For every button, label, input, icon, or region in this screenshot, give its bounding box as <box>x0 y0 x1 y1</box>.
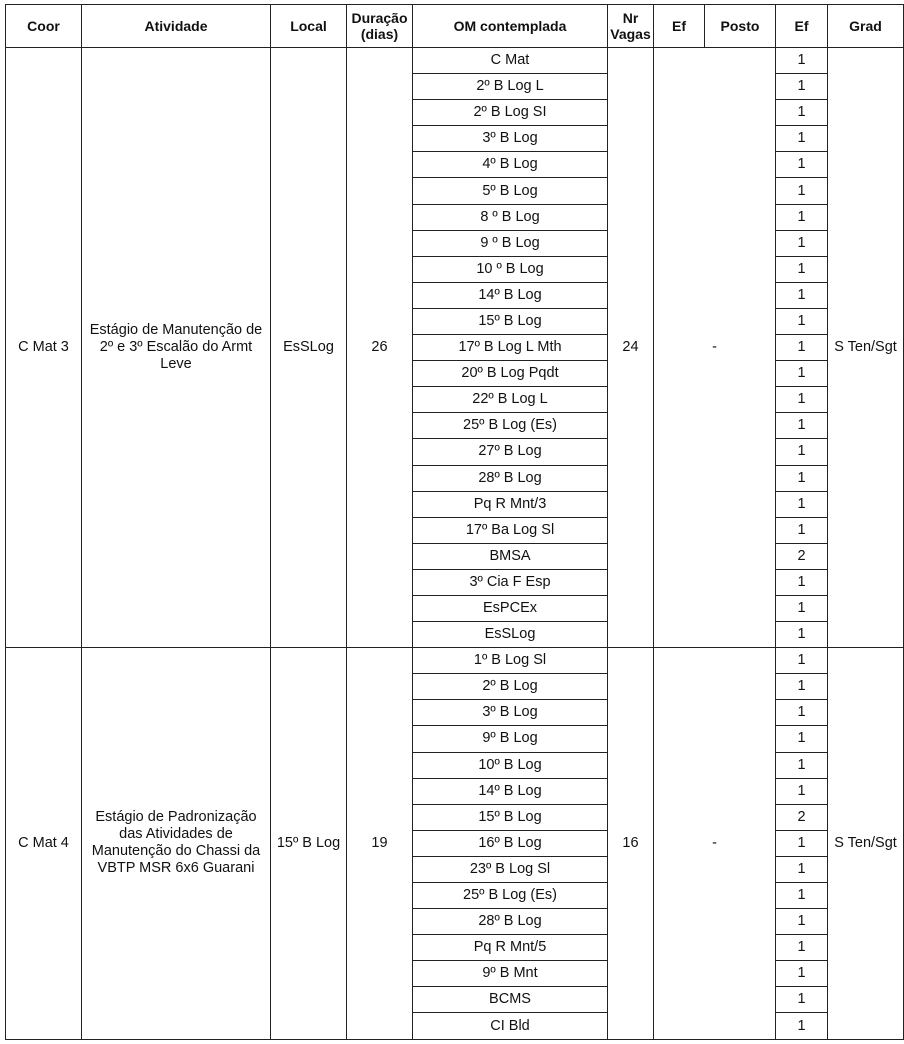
om-cell: 28º B Log <box>413 465 608 491</box>
header-local: Local <box>271 5 347 48</box>
table-body <box>6 48 904 1040</box>
ef-nco-cell: 1 <box>776 856 828 882</box>
coor-cell: C Mat 3 <box>6 48 82 648</box>
om-cell: Pq R Mnt/3 <box>413 491 608 517</box>
om-cell: 16º B Log <box>413 830 608 856</box>
table-row <box>6 48 904 74</box>
om-cell: Pq R Mnt/5 <box>413 935 608 961</box>
om-cell: 2º B Log <box>413 674 608 700</box>
om-cell: 17º B Log L Mth <box>413 335 608 361</box>
ef-nco-cell: 1 <box>776 622 828 648</box>
header-om: OM contemplada <box>413 5 608 48</box>
om-cell: 15º B Log <box>413 804 608 830</box>
ef-nco-cell: 1 <box>776 439 828 465</box>
om-cell: 14º B Log <box>413 778 608 804</box>
posto-cell: - <box>654 648 776 1039</box>
duracao-cell: 26 <box>347 48 413 648</box>
om-cell: 10º B Log <box>413 752 608 778</box>
ef-nco-cell: 1 <box>776 935 828 961</box>
ef-nco-cell: 2 <box>776 804 828 830</box>
ef-nco-cell: 1 <box>776 48 828 74</box>
header-nr-vagas: Nr Vagas <box>608 5 654 48</box>
om-cell: 3º B Log <box>413 700 608 726</box>
posto-cell: - <box>654 48 776 648</box>
duracao-cell: 19 <box>347 648 413 1039</box>
om-cell: 9º B Log <box>413 726 608 752</box>
om-cell: 4º B Log <box>413 152 608 178</box>
om-cell: 15º B Log <box>413 308 608 334</box>
header-ef-nco: Ef <box>776 5 828 48</box>
ef-nco-cell: 1 <box>776 100 828 126</box>
om-cell: 8 º B Log <box>413 204 608 230</box>
header-coor: Coor <box>6 5 82 48</box>
ef-nco-cell: 1 <box>776 883 828 909</box>
om-cell: C Mat <box>413 48 608 74</box>
ef-nco-cell: 1 <box>776 361 828 387</box>
ef-nco-cell: 1 <box>776 387 828 413</box>
om-cell: BCMS <box>413 987 608 1013</box>
ef-nco-cell: 1 <box>776 726 828 752</box>
ef-nco-cell: 1 <box>776 595 828 621</box>
ef-nco-cell: 1 <box>776 230 828 256</box>
ef-nco-cell: 1 <box>776 778 828 804</box>
ef-nco-cell: 1 <box>776 1013 828 1039</box>
om-cell: 1º B Log Sl <box>413 648 608 674</box>
header-duracao: Duração (dias) <box>347 5 413 48</box>
header-posto: Posto <box>705 5 776 48</box>
ef-nco-cell: 1 <box>776 74 828 100</box>
ef-nco-cell: 1 <box>776 648 828 674</box>
coor-cell: C Mat 4 <box>6 648 82 1039</box>
local-cell: EsSLog <box>271 48 347 648</box>
header-ef-officer: Ef <box>654 5 705 48</box>
ef-nco-cell: 1 <box>776 308 828 334</box>
om-cell: 9º B Mnt <box>413 961 608 987</box>
ef-nco-cell: 1 <box>776 752 828 778</box>
ef-nco-cell: 1 <box>776 909 828 935</box>
header-atividade: Atividade <box>82 5 271 48</box>
om-cell: 17º Ba Log Sl <box>413 517 608 543</box>
nr-vagas-cell: 16 <box>608 648 654 1039</box>
ef-nco-cell: 1 <box>776 491 828 517</box>
om-cell: EsPCEx <box>413 595 608 621</box>
courses-table <box>5 4 904 1040</box>
grad-cell: S Ten/Sgt <box>828 648 904 1039</box>
om-cell: 22º B Log L <box>413 387 608 413</box>
om-cell: 2º B Log L <box>413 74 608 100</box>
om-cell: 25º B Log (Es) <box>413 413 608 439</box>
ef-nco-cell: 1 <box>776 961 828 987</box>
om-cell: EsSLog <box>413 622 608 648</box>
om-cell: 10 º B Log <box>413 256 608 282</box>
ef-nco-cell: 1 <box>776 178 828 204</box>
ef-nco-cell: 2 <box>776 543 828 569</box>
local-cell: 15º B Log <box>271 648 347 1039</box>
ef-nco-cell: 1 <box>776 282 828 308</box>
om-cell: 9 º B Log <box>413 230 608 256</box>
om-cell: 28º B Log <box>413 909 608 935</box>
om-cell: 2º B Log SI <box>413 100 608 126</box>
om-cell: 23º B Log Sl <box>413 856 608 882</box>
om-cell: BMSA <box>413 543 608 569</box>
atividade-cell: Estágio de Padronização das Atividades de Manutenção do Chassi da VBTP MSR 6x6 Guarani <box>82 648 271 1039</box>
ef-nco-cell: 1 <box>776 517 828 543</box>
ef-nco-cell: 1 <box>776 674 828 700</box>
ef-nco-cell: 1 <box>776 335 828 361</box>
ef-nco-cell: 1 <box>776 569 828 595</box>
table-row <box>6 648 904 674</box>
om-cell: 27º B Log <box>413 439 608 465</box>
header-grad: Grad <box>828 5 904 48</box>
ef-nco-cell: 1 <box>776 126 828 152</box>
nr-vagas-cell: 24 <box>608 48 654 648</box>
om-cell: 25º B Log (Es) <box>413 883 608 909</box>
ef-nco-cell: 1 <box>776 256 828 282</box>
om-cell: 14º B Log <box>413 282 608 308</box>
atividade-cell: Estágio de Manutenção de 2º e 3º Escalão do Armt Leve <box>82 48 271 648</box>
om-cell: 5º B Log <box>413 178 608 204</box>
ef-nco-cell: 1 <box>776 413 828 439</box>
header-row <box>6 5 904 48</box>
ef-nco-cell: 1 <box>776 152 828 178</box>
ef-nco-cell: 1 <box>776 987 828 1013</box>
grad-cell: S Ten/Sgt <box>828 48 904 648</box>
om-cell: 3º B Log <box>413 126 608 152</box>
ef-nco-cell: 1 <box>776 204 828 230</box>
om-cell: CI Bld <box>413 1013 608 1039</box>
om-cell: 3º Cia F Esp <box>413 569 608 595</box>
ef-nco-cell: 1 <box>776 700 828 726</box>
om-cell: 20º B Log Pqdt <box>413 361 608 387</box>
ef-nco-cell: 1 <box>776 465 828 491</box>
ef-nco-cell: 1 <box>776 830 828 856</box>
